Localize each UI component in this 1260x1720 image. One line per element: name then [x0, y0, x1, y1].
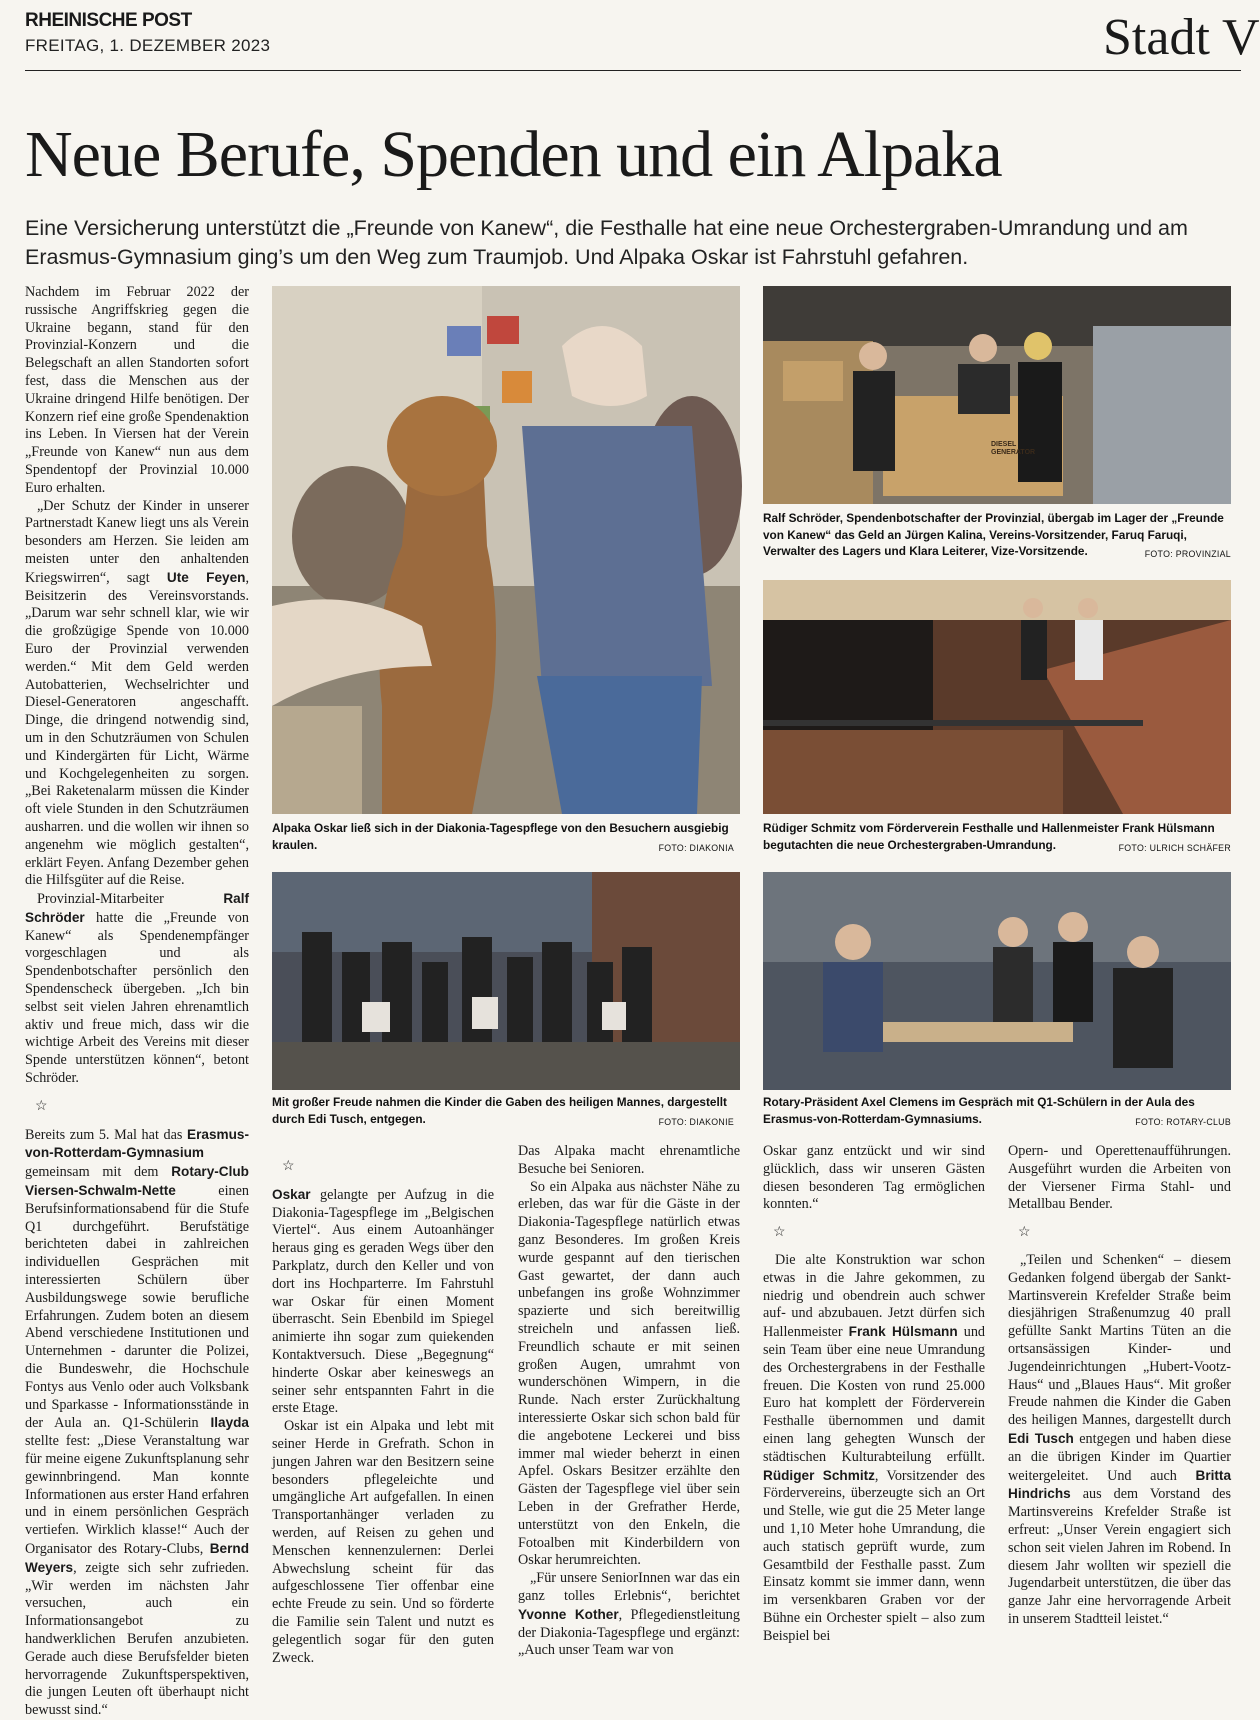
paragraph: Die alte Konstruktion war schon etwas in die Jahre gekommen, zu niedrig und obendrein auch schwer auf- und abzubauen. Jetzt dürfen sich Hallenmeister Frank Hülsmann und sein Team über eine neue Umrandung des Orchestergrabens in der Festhalle freuen. Die Kosten von rund 25.000 Euro hat komplett der Förderverein Festhalle übernommen und damit einen lang gehegten Wunsch der städtischen Kulturabteilung erfüllt. Rüdiger Schmitz, Vorsitzender des Fördervereins, überzeugte sich an Ort und Stelle, wie gut die 25 Meter lange und 1,10 Meter hohe Umrandung, die auch statisch geprüft wurde, zum Gesamtbild der Festhalle passt. Zum Einsatz kommt sie immer dann, wenn im versenkbaren Graben vor der Bühne ein Orchester spielt – also zum Beispiel bei [763, 1251, 986, 1644]
person-name: Frank Hülsmann [848, 1324, 958, 1340]
person-name: Bernd Weyers [25, 1540, 249, 1575]
paragraph: Nachdem im Februar 2022 der russische Angriffskrieg gegen die Ukraine begann, stand für den Provinzial-Konzern und die Belegschaft an allen Standorten sofort fest, dass die Menschen aus der Ukraine dringend Hilfe benötigen. Der Konzern rief eine große Spendenaktion ins Leben. In Viersen hat der Verein „Freunde von Kanew“ nun aus dem Spendentopf der Provinzial 10.000 Euro erhalten. [25, 284, 249, 496]
person-name: Yvonne Kother [518, 1606, 619, 1622]
paragraph: „Für unsere SeniorInnen war das ein ganz tolles Erlebnis“, berichtet Yvonne Kother, Pflegedienstleitung der Diakonia-Tagespflege und ergänzt: „Auch unser Team war von [518, 1570, 740, 1659]
paragraph: „Der Schutz der Kinder in unserer Partnerstadt Kanew liegt uns als Verein besonders am Herzen. Sie leiden am meisten unter den anhaltenden Kriegswirren“, sagt Ute Feyen, Beisitzerin des Vereinsvorstands. „Darum war sehr schnell klar, wie wir die großzügige Spende von 10.000 Euro der Provinzial verwenden werden.“ Mit dem Geld werden Autobatterien, Wechselrichter und Diesel-Generatoren angeschafft. Dinge, die dringend notwendig sind, um in den Schutzräumen von Schulen und Kindergärten für Licht, Wärme und Kochgelegenheiten zu sorgen. „Bei Raketenalarm müssen die Kinder oft viele Stunden in den Schutzräumen ausharren. und die wollen wir ihnen so angenehm wie möglich gestalten“, erklärt Feyen. Anfang Dezember gehen die Hilfsgüter auf die Reise. [25, 497, 249, 889]
photo-kinder [272, 872, 740, 1090]
box-label: GENERATOR [991, 449, 1036, 456]
masthead [25, 10, 270, 56]
photo-rotary [763, 872, 1231, 1090]
animal-name: Oskar [272, 1186, 311, 1202]
paragraph: Das Alpaka macht ehrenamtliche Besuche bei Senioren. [518, 1143, 740, 1177]
person-name: Britta Hindrichs [1008, 1467, 1231, 1502]
photo-credit: FOTO: DIAKONIA [658, 842, 734, 853]
person-name: Rüdiger Schmitz [763, 1467, 875, 1483]
issue-date: FREITAG, 1. DEZEMBER 2023 [25, 36, 271, 55]
photo-caption: Rotary-Präsident Axel Clemens im Gespräch mit Q1-Schülern in der Aula des Erasmus-von-Rotterdam-Gymnasiums. FOTO: ROTARY-CLUB [763, 1094, 1231, 1130]
section-divider-star: ☆ [282, 1159, 295, 1174]
paragraph: Oskar gelangte per Aufzug in die Diakonia-Tagespflege im „Belgischen Viertel“. Aus einem Autoanhänger heraus ging es geraden Wegs über den Parkplatz, durch den Keller und von dort ins Hochparterre. Im Fahrstuhl war Oskar für einen Moment überrascht. Sein Ebenbild im Spiegel animierte ihn sogar zum quiekenden Kontaktversuch. Diese „Begegnung“ hinderte Oskar aber keineswegs an seiner sehr entspannten Fahrt in die erste Etage. [272, 1186, 494, 1417]
photo-credit: FOTO: DIAKONIE [658, 1116, 734, 1127]
text-column-1 [25, 284, 249, 1719]
newspaper-name: RHEINISCHE POST [25, 10, 192, 31]
box-label: DIESEL [991, 441, 1017, 448]
person-name: Ralf Schröder [25, 891, 249, 925]
photo-credit: FOTO: PROVINZIAL [1144, 549, 1231, 559]
photo-caption: Mit großer Freude nahmen die Kinder die Gaben des heiligen Mannes, dargestellt durch Edi Tusch, entgegen. FOTO: DIAKONIE [272, 1094, 734, 1130]
section-divider-star: ☆ [1018, 1225, 1031, 1241]
person-name: Ute Feyen [166, 569, 246, 585]
organization-name: Rotary-Club Viersen-Schwalm-Nette [25, 1164, 249, 1199]
photo-credit: FOTO: ROTARY-CLUB [1135, 1116, 1231, 1127]
person-name: Edi Tusch [1008, 1430, 1074, 1446]
paragraph: Opern- und Operettenaufführungen. Ausgeführt wurden die Arbeiten von der Viersener Firma Stahl- und Metallbau Bender. [1008, 1143, 1231, 1213]
section-divider-star: ☆ [35, 1098, 48, 1114]
photo-caption: Alpaka Oskar ließ sich in der Diakonia-Tagespflege von den Besuchern ausgiebig kraulen. FOTO: DIAKONIA [272, 820, 734, 856]
organization-name: Erasmus-von-Rotterdam-Gymnasium [25, 1126, 249, 1161]
paragraph: Bereits zum 5. Mal hat das Erasmus-von-Rotterdam-Gymnasium gemeinsam mit dem Rotary-Club Viersen-Schwalm-Nette einen Berufsinformationsabend für die Stufe Q1 durchgeführt. Berufstätige berichteten dabei in zahlreichen individuellen Gesprächen mit interessierten Schülern über Ausbildungswege sowie berufliche Erfahrungen. Zudem boten an diesem Abend verschiedene Institutionen und Unternehmen - darunter die Polizei, die Bundeswehr, die Hochschule Fontys aus Venlo oder auch Volksbank und Sparkasse - Informationsstände in der Aula an. Q1-Schülerin Ilayda stellte fest: „Diese Veranstaltung war für meine eigene Zukunftsplanung sehr gewinnbringend. Man konnte Informationen aus erster Hand erfahren und in einem persönlichen Gespräch vertiefen. Wirklich klasse!“ Auch der Organisator des Rotary-Clubs, Bernd Weyers, zeigte sich sehr zufrieden. „Wir werden im nächsten Jahr versuchen, auch ein Informationsangebot zu handwerklichen Berufen anzubieten. Gerade auch diese Berufsfelder bieten hervorragende Zukunftsperspektiven, die jungen Leuten oft überhaupt nicht bewusst sind.“ [25, 1126, 249, 1719]
photo-festhalle [763, 580, 1231, 814]
photo-lager [763, 286, 1231, 504]
lead-paragraph: Eine Versicherung unterstützt die „Freunde von Kanew“, die Festhalle hat eine neue Orchestergraben-Umrandung und am Erasmus-Gymnasium ging’s um den Weg zum Traumjob. Und Alpaka Oskar ist Fahrstuhl gefahren. [25, 216, 1188, 269]
paragraph: „Teilen und Schenken“ – diesem Gedanken folgend übergab der Sankt-Martinsverein Krefelder Straße beim diesjährigen Straßenumzug 40 prall gefüllte Sankt Martins Tüten an die ortsansässigen Kinder- und Jugendeinrichtungen „Hubert-Vootz-Haus“ und „Blaues Haus“. Mit großer Freude nahmen die Kinder die Gaben des heiligen Mannes, dargestellt durch Edi Tusch entgegen und haben diese an die übrigen Kinder im Quartier weitergeleitet. Und auch Britta Hindrichs aus dem Vorstand des Martinsvereins Krefelder Straße ist erfreut: „Unser Verein engagiert sich schon seit vielen Jahren im Robend. In diesem Jahr wollten wir speziell die Jugendarbeit unterstützen, die über das ganze Jahr eine hervorragende Arbeit in unserem Stadtteil leistet.“ [1008, 1251, 1232, 1627]
photo-caption: Rüdiger Schmitz vom Förderverein Festhalle und Hallenmeister Frank Hülsmann begutachten die neue Orchestergraben-Umrandung. FOTO: ULRICH SCHÄFER [763, 820, 1231, 856]
person-name: Ilayda [210, 1415, 249, 1431]
text-column-2 [272, 1154, 494, 1666]
paragraph: So ein Alpaka aus nächster Nähe zu erleben, das war für die Gäste in der Diakonia-Tagespflege natürlich etwas ganz Besonderes. Im großen Kreis wurde gespannt auf den tierischen Gast gewartet, der dann auch unbefangen ins große Wohnzimmer spazierte und sich bereitwillig streicheln und anfassen ließ. Freundlich schaute er mit seinen großen Augen, umrahmt von wunderschönen Wimpern, in die Runde. Nach erster Zurückhaltung interessierte Oskar sich schon bald für die angebotene Leckerei und biss immer mal wieder beherzt in einen Apfel. Oskars Besitzer erzählte den Gästen der Tagespflege viel über sein Leben in der Grefrather Herde, unterstützt von den Enkeln, die Fotoalben mit Kinderbildern von Oskar herumreichten. [518, 1178, 740, 1569]
photo-caption: Ralf Schröder, Spendenbotschafter der Provinzial, übergab im Lager der „Freunde von Kanew“ das Geld an Jürgen Kalina, Vereins-Vorsitzender, Faruq Faruqi, Verwalter des Lagers und Klara Leiterer, Vize-Vorsitzende. FOTO: PROVINZIAL [763, 510, 1231, 563]
photo-alpaka [272, 286, 740, 814]
paragraph: Oskar ist ein Alpaka und lebt mit seiner Herde in Grefrath. Schon in jungen Jahren war den Besitzern seine besonders pflegeleichte und umgängliche Art aufgefallen. In einen Transportanhänger verladen zu werden, auf Reisen zu gehen und Menschen kennenzulernen: Derlei Abwechslung scheint für das aufgeschlossene Tier offenbar eine echte Freude zu sein. Und so förderte die Familie sein Talent und nutzt es gelegentlich sogar für den guten Zweck. [272, 1418, 494, 1666]
text-column-4 [763, 1143, 985, 1660]
text-column-3 [518, 1143, 740, 1660]
section-divider-star: ☆ [773, 1225, 786, 1241]
section-title: Stadt V [1103, 9, 1260, 66]
paragraph: Oskar ganz entzückt und wir sind glücklich, dass wir unseren Gästen diesen besonderen Tag ermöglichen konnten.“ [763, 1143, 985, 1213]
paragraph: Provinzial-Mitarbeiter Ralf Schröder hatte die „Freunde von Kanew“ als Spendenempfänger vorgeschlagen und als Spendenbotschafter persönlich den Spendenscheck übergeben. „Ich bin selbst seit vielen Jahren ehrenamtlich aktiv und freue mich, dass wir die wichtige Arbeit des Vereins mit dieser Spende unterstützen können“, betont Schröder. [25, 891, 249, 1087]
masthead-rule [25, 70, 1241, 71]
headline: Neue Berufe, Spenden und ein Alpaka [25, 118, 1002, 191]
photo-credit: FOTO: ULRICH SCHÄFER [1118, 842, 1231, 853]
text-column-5 [1008, 1143, 1231, 1660]
